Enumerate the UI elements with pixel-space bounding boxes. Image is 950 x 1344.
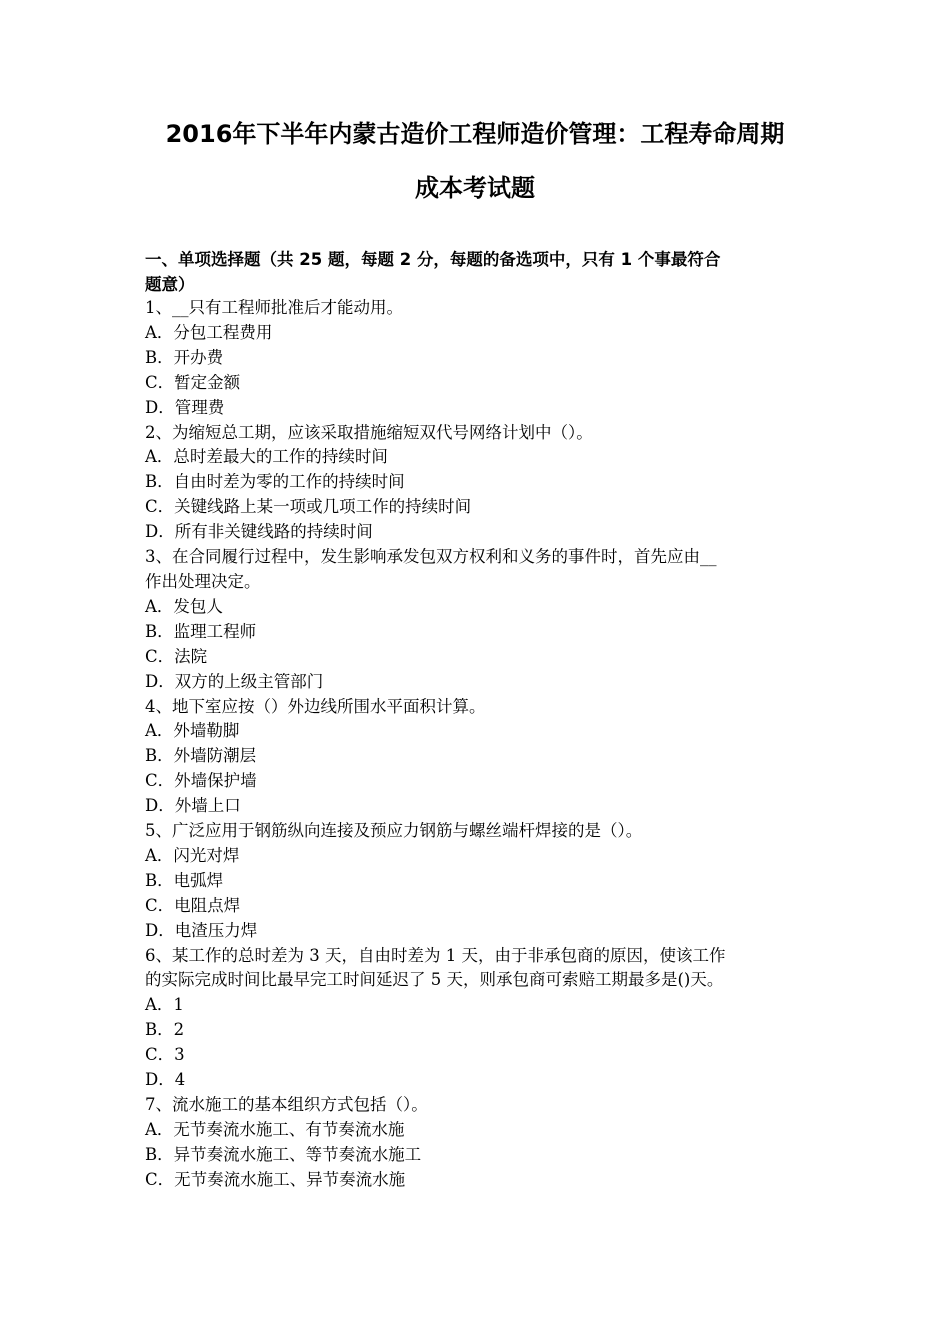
answer-option: A．外墙勒脚 [145, 721, 240, 741]
section-heading-line-2: 题意） [145, 275, 195, 294]
question-text: 7、流水施工的基本组织方式包括（）。 [145, 1095, 428, 1114]
question-list [145, 296, 810, 1193]
answer-option: A．1 [145, 995, 184, 1015]
answer-option: D．电渣压力焊 [145, 920, 258, 940]
answer-option: B．电弧焊 [145, 870, 224, 890]
answer-option: D．外墙上口 [145, 796, 241, 816]
question-text: 6、某工作的总时差为 3 天，自由时差为 1 天，由于非承包商的原因，使该工作 [145, 945, 726, 965]
question-text: 作出处理决定。 [145, 571, 261, 591]
answer-option: B．异节奏流水施工、等节奏流水施工 [145, 1144, 422, 1164]
section-heading-line-1: 一、单项选择题（共 25 题，每题 2 分，每题的备选项中，只有 1 个事最符合 [145, 250, 721, 269]
answer-option: A．无节奏流水施工、有节奏流水施 [145, 1119, 405, 1139]
question-text: 1、__只有工程师批准后才能动用。 [145, 298, 403, 317]
question-block [145, 1093, 810, 1193]
question-block [145, 545, 810, 694]
answer-option: B．开办费 [145, 347, 224, 367]
answer-option: C．电阻点焊 [145, 895, 241, 915]
answer-option: C．关键线路上某一项或几项工作的持续时间 [145, 497, 472, 517]
answer-option: B．自由时差为零的工作的持续时间 [145, 472, 405, 492]
answer-option: D．所有非关键线路的持续时间 [145, 522, 373, 542]
question-text: 的实际完成时间比最早完工时间延迟了 5 天，则承包商可索赔工期最多是()天。 [145, 970, 724, 990]
document-title-line-1: 2016年下半年内蒙古造价工程师造价管理：工程寿命周期 [165, 120, 785, 148]
answer-option: A．发包人 [145, 596, 223, 616]
answer-option: C．外墙保护墙 [145, 771, 257, 791]
answer-option: D．管理费 [145, 397, 225, 417]
question-text: 4、地下室应按（）外边线所围水平面积计算。 [145, 696, 486, 716]
question-text: 5、广泛应用于钢筋纵向连接及预应力钢筋与螺丝端杆焊接的是（）。 [145, 821, 643, 841]
answer-option: C．3 [145, 1045, 185, 1065]
answer-option: D．4 [145, 1070, 186, 1090]
answer-option: B．监理工程师 [145, 621, 257, 641]
answer-option: C．无节奏流水施工、异节奏流水施 [145, 1169, 406, 1189]
question-block [145, 695, 810, 820]
answer-option: A．分包工程费用 [145, 322, 273, 342]
answer-option: B．外墙防潮层 [145, 746, 257, 766]
answer-option: A．总时差最大的工作的持续时间 [145, 447, 388, 467]
question-block [145, 296, 810, 421]
answer-option: D．双方的上级主管部门 [145, 671, 324, 691]
answer-option: A．闪光对焊 [145, 845, 240, 865]
question-text: 2、为缩短总工期，应该采取措施缩短双代号网络计划中（）。 [145, 422, 593, 442]
answer-option: B．2 [145, 1020, 185, 1040]
answer-option: C．法院 [145, 646, 208, 666]
question-block [145, 819, 810, 944]
document-title-line-2: 成本考试题 [415, 174, 535, 202]
answer-option: C．暂定金额 [145, 372, 241, 392]
question-block [145, 421, 810, 546]
question-block [145, 944, 810, 1093]
question-text: 3、在合同履行过程中，发生影响承发包双方权利和义务的事件时，首先应由__ [145, 547, 717, 567]
